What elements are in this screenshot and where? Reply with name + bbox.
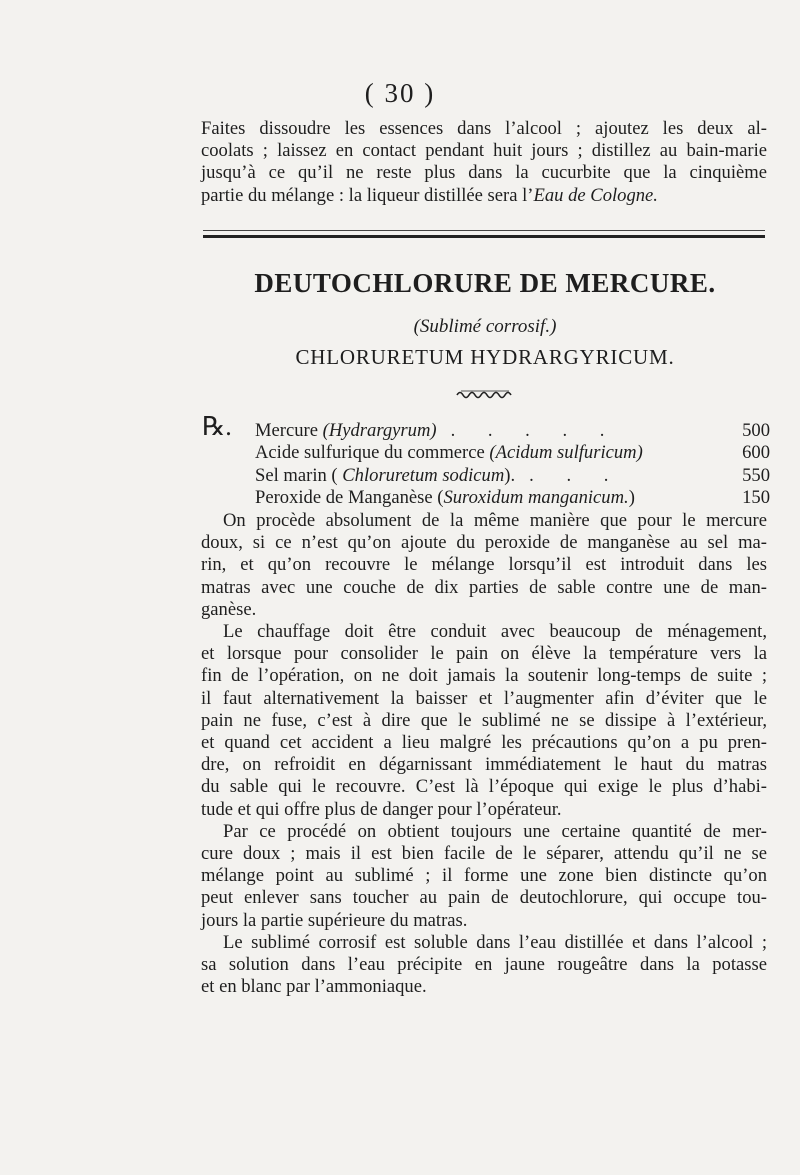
text-line: sa solution dans l’eau précipite en jaune rougeâtre dans la potasse	[201, 954, 767, 976]
recipe-list	[202, 412, 770, 509]
text-line: cure doux ; mais il est bien facile de le séparer, attendu qu’il ne se	[201, 843, 767, 865]
text-line: mélange point au sublimé ; il forme une zone bien distincte qu’on	[201, 865, 767, 887]
text-line: jusqu’à ce qu’il ne reste plus dans la cucurbite que la cinquième	[201, 162, 767, 184]
ingredient-quantity: 600	[742, 442, 770, 464]
ingredient-quantity: 550	[742, 464, 770, 486]
section-divider-thick	[203, 235, 765, 238]
text-line: coolats ; laissez en contact pendant huit jours ; distillez au bain-marie	[201, 140, 767, 162]
text-line: et quand cet accident a lieu malgré les précautions qu’on a pu pren-	[201, 732, 767, 754]
text-line: il faut alternativement la baisser et l’augmenter afin d’éviter que le	[201, 687, 767, 709]
italic-term: Eau de Cologne.	[533, 184, 658, 206]
main-text	[201, 510, 767, 998]
text-line: fin de l’opération, on ne doit jamais la soutenir long-temps de suite ;	[201, 665, 767, 687]
text-line: Le chauffage doit être conduit avec beaucoup de ménagement,	[223, 621, 767, 643]
text-line: dre, on refroidit en dégarnissant immédiatement le haut du matras	[201, 754, 767, 776]
text-line: doux, si ce n’est qu’on ajoute du peroxide de manganèse au sel ma-	[201, 532, 767, 554]
text-line: Faites dissoudre les essences dans l’alcool ; ajoutez les deux al-	[201, 118, 767, 139]
ingredient-name: Acide sulfurique du commerce (Acidum sulfuricum)	[255, 442, 643, 464]
text-line: du sable qui le recouvre. C’est là l’époque qui exige le plus d’habi-	[201, 776, 767, 798]
ingredient-name: Sel marin ( Chloruretum sodicum). . . .	[255, 464, 623, 486]
text-line: Par ce procédé on obtient toujours une certaine quantité de mer-	[223, 820, 767, 842]
ingredient-quantity: 500	[742, 420, 770, 441]
text-line: et lorsque pour consolider le pain on élève la température vers la	[201, 643, 767, 665]
text-line: matras avec une couche de dix parties de sable contre une de man-	[201, 576, 767, 598]
text-line: On procède absolument de la même manière que pour le mercure	[223, 510, 767, 531]
recipe-symbol: ℞.	[202, 412, 232, 441]
section-title: DEUTOCHLORURE DE MERCURE.	[254, 268, 716, 298]
text-line: ganèse.	[201, 598, 257, 620]
text-line: jours la partie supérieure du matras.	[201, 909, 468, 931]
section-divider-thin	[203, 230, 765, 231]
ingredient-row	[202, 412, 770, 442]
ingredient-name: Peroxide de Manganèse (Suroxidum manganicum.)	[255, 486, 635, 508]
text-line: peut enlever sans toucher au pain de deutochlorure, qui occupe tou-	[201, 887, 767, 909]
text-line: pain ne fuse, c’est à dire que le sublimé ne se dissipe à l’extérieur,	[201, 709, 767, 731]
text-line: rin, et qu’on recouvre le mélange lorsqu’il est introduit dans les	[201, 554, 767, 576]
ingredient-quantity: 150	[742, 486, 770, 508]
ingredient-row	[202, 442, 770, 464]
ingredient-row	[202, 487, 770, 509]
section-subtitle: (Sublimé corrosif.)	[413, 316, 557, 337]
text-line: tude et qui offre plus de danger pour l’opérateur.	[201, 798, 562, 820]
ornament-divider	[455, 387, 515, 399]
text-line: Le sublimé corrosif est soluble dans l’eau distillée et dans l’alcool ;	[223, 931, 767, 953]
text-line: partie du mélange : la liqueur distillée sera l’Eau de Cologne.	[201, 184, 658, 206]
latin-title: CHLORURETUM HYDRARGYRICUM.	[295, 345, 675, 369]
page-number: ( 30 )	[364, 78, 436, 108]
intro-paragraph	[201, 118, 767, 207]
ingredient-row	[202, 465, 770, 487]
ingredient-name: Mercure (Hydrargyrum) . . . . .	[255, 420, 619, 441]
text-line: et en blanc par l’ammoniaque.	[201, 976, 427, 998]
